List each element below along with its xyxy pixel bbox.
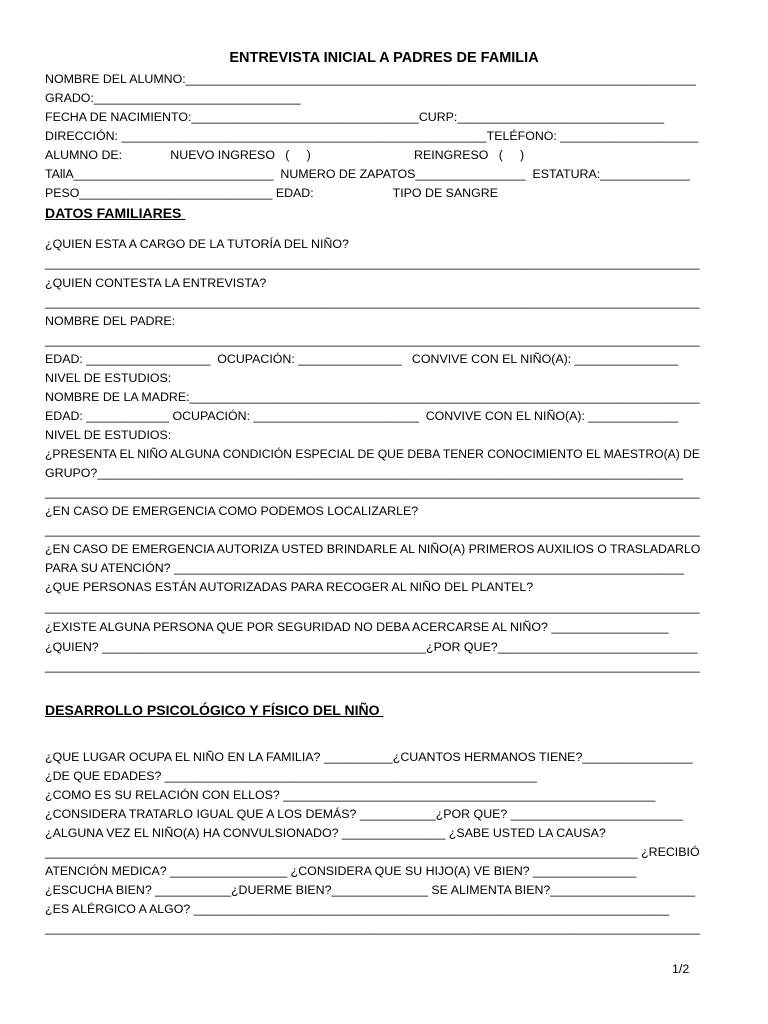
form-line: _______________________________________________________________________________________________ — [45, 256, 700, 270]
form-line: ATENCIÓN MEDICA? _________________ ¿CONSIDERA QUE SU HIJO(A) VE BIEN? _______________ — [45, 864, 637, 878]
form-line: ¿COMO ES SU RELACIÓN CON ELLOS? ______________________________________________________ — [45, 788, 656, 802]
form-line: FECHA DE NACIMIENTO:_________________________________CURP:______________________________ — [45, 110, 665, 124]
form-line: ¿QUIEN? _______________________________________________¿POR QUE?_____________________________ — [45, 640, 698, 654]
form-line: ¿EXISTE ALGUNA PERSONA QUE POR SEGURIDAD NO DEBA ACERCARSE AL NIÑO? _________________ — [45, 620, 669, 634]
form-line: ¿ES ALÉRGICO A ALGO? _____________________________________________________________________ — [45, 902, 670, 916]
form-line: EDAD: ____________ OCUPACIÓN: ________________________ CONVIVE CON EL NIÑO(A): _____________ — [45, 409, 679, 423]
form-line: PARA SU ATENCIÓN? __________________________________________________________________________ — [45, 561, 684, 575]
form-line: EDAD: __________________ OCUPACIÓN: _______________ CONVIVE CON EL NIÑO(A): _______________ — [45, 352, 679, 366]
form-line: ¿ALGUNA VEZ EL NIÑO(A) HA CONVULSIONADO? _______________ ¿SABE USTED LA CAUSA? — [45, 826, 606, 840]
form-line: DIRECCIÓN: _____________________________________________________TELÉFONO: ____________________ — [45, 129, 699, 143]
form-line: ______________________________________________________________________________________ ¿RECIBIÓ — [45, 845, 700, 859]
form-line: ¿ESCUCHA BIEN? ___________¿DUERME BIEN?______________ SE ALIMENTA BIEN?_____________________ — [45, 883, 696, 897]
form-line: ¿CONSIDERA TRATARLO IGUAL QUE A LOS DEMÁS? ___________¿POR QUE? _________________________ — [45, 807, 684, 821]
form-line: ¿QUE LUGAR OCUPA EL NIÑO EN LA FAMILIA? __________¿CUANTOS HERMANOS TIENE?________________ — [45, 750, 693, 764]
form-line: _______________________________________________________________________________________________ — [45, 600, 700, 614]
form-line: _______________________________________________________________________________________________ — [45, 485, 700, 499]
form-line: _______________________________________________________________________________________________ — [45, 921, 700, 935]
form-line: NIVEL DE ESTUDIOS: — [45, 428, 172, 442]
form-line: ¿QUIEN ESTA A CARGO DE LA TUTORÍA DEL NIÑO? — [45, 237, 349, 251]
form-line: ¿EN CASO DE EMERGENCIA AUTORIZA USTED BRINDARLE AL NIÑO(A) PRIMEROS AUXILIOS O TRASLADARLO — [45, 542, 701, 556]
form-line: NIVEL DE ESTUDIOS: — [45, 371, 172, 385]
form-line: _______________________________________________________________________________________________ — [45, 295, 700, 309]
document-title: ENTREVISTA INICIAL A PADRES DE FAMILIA — [229, 50, 539, 66]
form-line: NOMBRE DE LA MADRE:__________________________________________________________________________ — [45, 390, 700, 404]
form-line: _______________________________________________________________________________________________ — [45, 333, 700, 347]
page-number: 1/2 — [672, 962, 690, 976]
form-line: ¿EN CASO DE EMERGENCIA COMO PODEMOS LOCALIZARLE? — [45, 504, 419, 518]
form-line: NOMBRE DEL PADRE: — [45, 314, 176, 328]
form-line: GRADO:______________________________ — [45, 91, 301, 105]
form-line: ¿QUE PERSONAS ESTÁN AUTORIZADAS PARA RECOGER AL NIÑO DEL PLANTEL? — [45, 580, 534, 594]
form-line: PESO____________________________ EDAD: TIPO DE SANGRE — [45, 186, 498, 200]
form-line: _______________________________________________________________________________________________ — [45, 523, 700, 537]
form-line: ¿PRESENTA EL NIÑO ALGUNA CONDICIÓN ESPECIAL DE QUE DEBA TENER CONOCIMIENTO EL MAESTRO(A) DE — [45, 447, 700, 461]
form-line: TAllA_____________________________ NUMERO DE ZAPATOS________________ ESTATURA:_____________ — [45, 167, 690, 181]
form-line: ALUMNO DE: NUEVO INGRESO ( ) REINGRESO ( ) — [45, 148, 525, 162]
form-line: _______________________________________________________________________________________________ — [45, 659, 700, 673]
section-heading-family: DATOS FAMILIARES — [45, 205, 186, 221]
form-line: ¿DE QUE EDADES? ______________________________________________________ — [45, 769, 537, 783]
form-line: NOMBRE DEL ALUMNO:__________________________________________________________________________ — [45, 72, 696, 86]
section-heading-development: DESARROLLO PSICOLÓGICO Y FÍSICO DEL NIÑO — [45, 702, 384, 718]
form-line: ¿QUIEN CONTESTA LA ENTREVISTA? — [45, 276, 267, 290]
form-line: GRUPO?_____________________________________________________________________________________ — [45, 466, 684, 480]
